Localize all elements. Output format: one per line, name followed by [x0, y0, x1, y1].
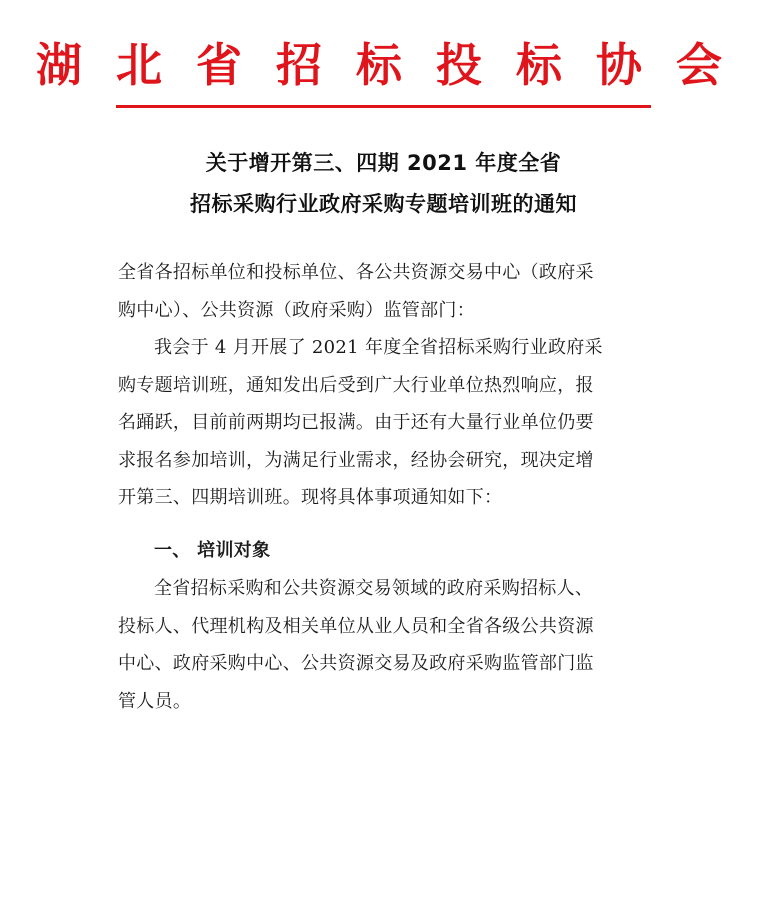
paragraph-line: 我会于 4 月开展了 2021 年度全省招标采购行业政府采	[154, 337, 603, 358]
header-red-rule	[116, 105, 651, 108]
paragraph-line: 投标人、代理机构及相关单位从业人员和全省各级公共资源	[118, 615, 594, 637]
document-title-line-1: 关于增开第三、四期 2021 年度全省	[205, 151, 562, 175]
paragraph-line: 购专题培训班，通知发出后受到广大行业单位热烈响应，报	[118, 374, 594, 396]
paragraph-line: 中心、政府采购中心、公共资源交易及政府采购监管部门监	[118, 653, 594, 674]
paragraph-line: 全省招标采购和公共资源交易领域的政府采购招标人、	[154, 578, 594, 599]
paragraph-line: 名踊跃，目前前两期均已报满。由于还有大量行业单位仍要	[118, 412, 594, 433]
paragraph-line: 求报名参加培训，为满足行业需求，经协会研究，现决定增	[118, 449, 594, 471]
paragraph-line: 开第三、四期培训班。现将具体事项通知如下：	[118, 487, 503, 508]
section-heading-training-targets	[118, 532, 663, 570]
paragraph-training-targets	[118, 570, 663, 720]
paragraph-intro	[118, 329, 663, 517]
salutation	[118, 254, 663, 329]
paragraph-line: 管人员。	[118, 690, 192, 712]
section-heading: 一、 培训对象	[154, 540, 271, 561]
salutation-line: 购中心）、公共资源（政府采购）监管部门：	[118, 299, 475, 321]
document-title-line-2: 招标采购行业政府采购专题培训班的通知	[190, 192, 577, 216]
salutation-line: 全省各招标单位和投标单位、各公共资源交易中心（政府采	[118, 262, 594, 283]
organization-header: 湖 北 省 招 标 投 标 协 会	[35, 38, 732, 92]
